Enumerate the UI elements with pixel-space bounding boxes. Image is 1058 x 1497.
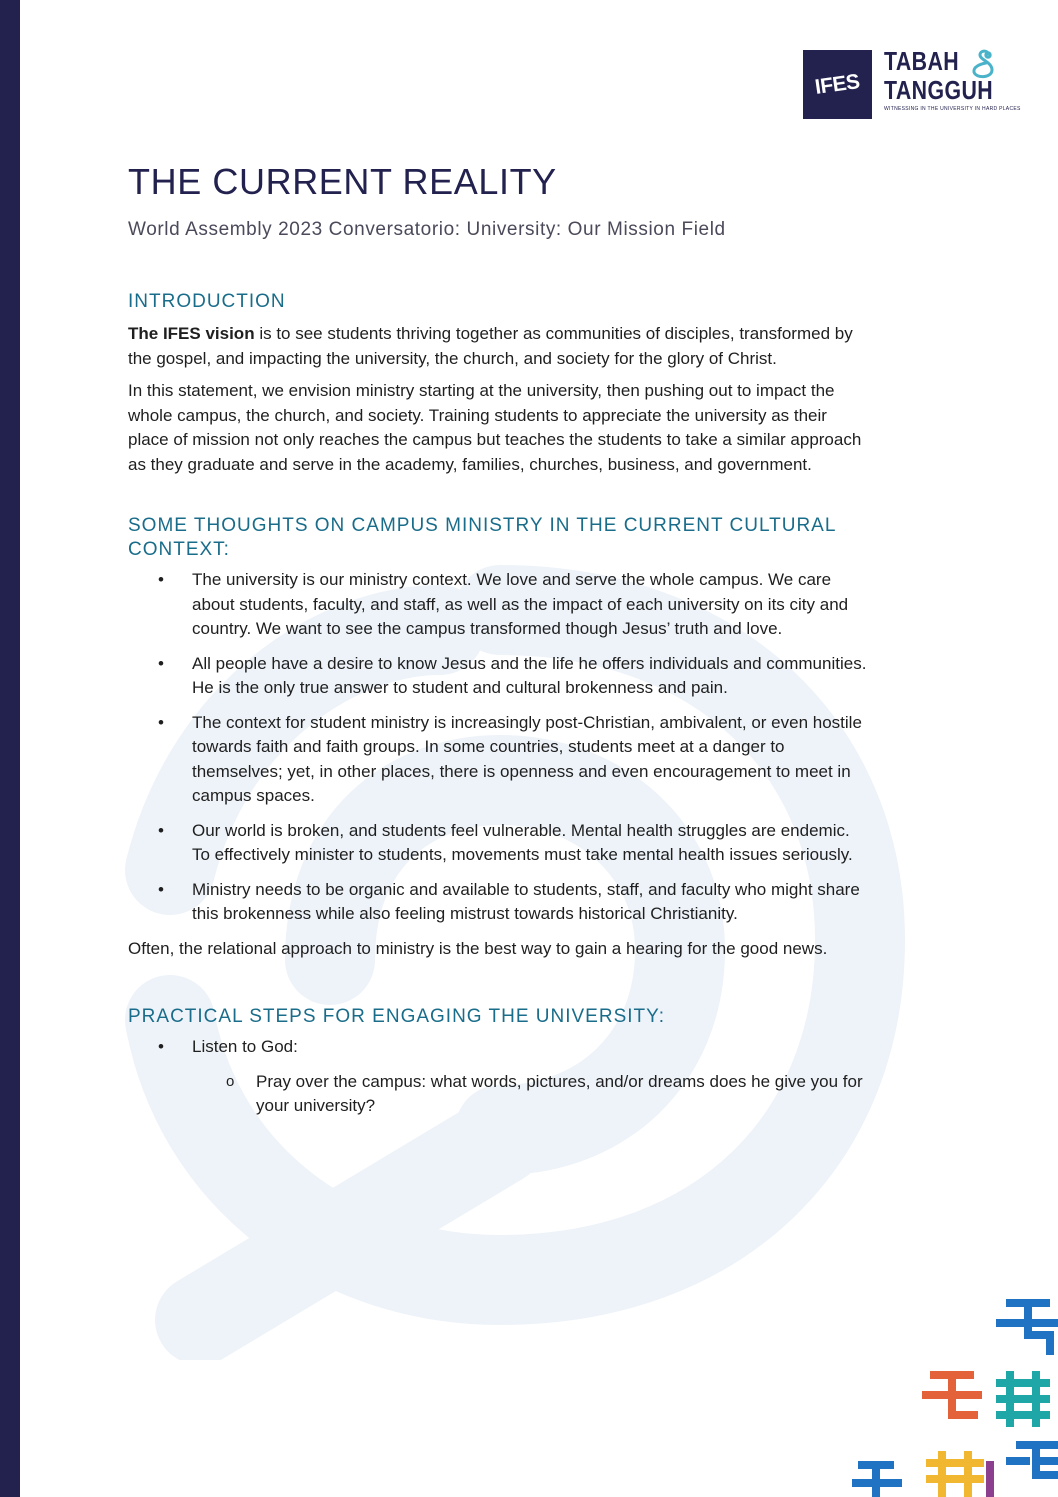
steps-sub-list — [192, 1070, 868, 1119]
heading-practical-steps: PRACTICAL STEPS FOR ENGAGING THE UNIVERSITY: — [128, 1006, 666, 1027]
intro-paragraph-1-text: is to see students thriving together as communities of disciples, transformed by the gospel, and impacting the university, the church, and society for the glory of Christ. — [128, 324, 853, 368]
ifes-logo — [803, 50, 872, 119]
page-subtitle: World Assembly 2023 Conversatorio: University: Our Mission Field — [128, 219, 726, 240]
theme-logo-tagline: WITNESSING IN THE UNIVERSITY IN HARD PLACES — [884, 106, 1021, 112]
heading-introduction: INTRODUCTION — [128, 291, 286, 312]
heading-campus-ministry-thoughts: SOME THOUGHTS ON CAMPUS MINISTRY IN THE CURRENT CULTURAL CONTEXT: — [128, 515, 836, 560]
ampersand-ornament-icon — [968, 48, 998, 82]
steps-bullet-1-text: Listen to God: — [192, 1037, 298, 1056]
thoughts-list — [128, 568, 868, 927]
list-item: • The context for student ministry is increasingly post-Christian, ambivalent, or even hostile towards faith and faith groups. In some countries, students meet at a danger to themselves; yet, in other places, there is openness and even encouragement to meet in campus spaces. — [128, 711, 868, 809]
document-body — [128, 160, 868, 1129]
list-item: • Our world is broken, and students feel vulnerable. Mental health struggles are endemic. To effectively minister to students, movements must take mental health issues seriously. — [128, 819, 868, 868]
intro-paragraph-1 — [128, 322, 868, 371]
decorative-pattern-icon — [850, 1295, 1058, 1497]
side-accent-bar — [0, 0, 20, 1497]
page-title: THE CURRENT REALITY — [128, 161, 557, 202]
list-item — [128, 1035, 868, 1119]
list-item: • The university is our ministry context. We love and serve the whole campus. We care about students, faculty, and staff, as well as the impact of each university on its city and country. We want to see the campus transformed though Jesus’ truth and love. — [128, 568, 868, 642]
theme-logo-word-2: TANGGUH — [884, 75, 994, 105]
intro-bold-lead: The IFES vision — [128, 324, 255, 343]
theme-logo-word-1: TABAH — [884, 46, 960, 76]
intro-paragraph-2: In this statement, we envision ministry starting at the university, then pushing out to impact the whole campus, the church, and society. Training students to appreciate the university as their place of mission not only reaches the campus but teaches the students to take a similar approach as they graduate and serve in the academy, families, churches, business, and government. — [128, 381, 862, 474]
list-item: • All people have a desire to know Jesus and the life he offers individuals and communities. He is the only true answer to student and cultural brokenness and pain. — [128, 652, 868, 701]
sub-list-item: o Pray over the campus: what words, pictures, and/or dreams does he give you for your university? — [192, 1070, 868, 1119]
ifes-logo-text: IFES — [813, 69, 862, 99]
thoughts-closing-paragraph: Often, the relational approach to ministry is the best way to gain a hearing for the good news. — [128, 938, 828, 958]
list-item: • Ministry needs to be organic and available to students, staff, and faculty who might share this brokenness while also feeling mistrust towards historical Christianity. — [128, 878, 868, 927]
tabah-tangguh-logo — [884, 46, 1021, 120]
steps-list — [128, 1035, 868, 1119]
